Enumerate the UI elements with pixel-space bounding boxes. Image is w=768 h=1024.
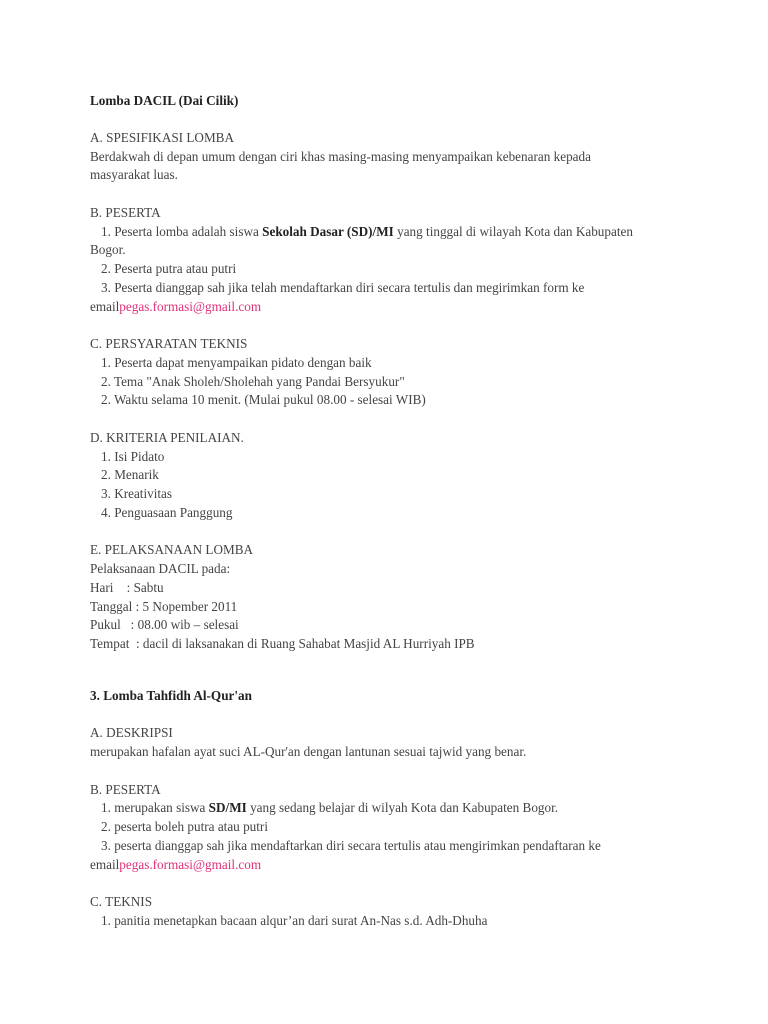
tahfidh-email-link[interactable]: pegas.formasi@gmail.com <box>119 857 262 872</box>
tahfidh-desk-heading: A. DESKRIPSI <box>90 725 173 740</box>
dacil-teknis-item-1: 1. Peserta dapat menyampaikan pidato dengan baik <box>101 355 372 370</box>
tahfidh-peserta-heading: B. PESERTA <box>90 782 161 797</box>
dacil-peserta-item-1 <box>101 223 633 241</box>
dacil-title: Lomba DACIL (Dai Cilik) <box>90 93 239 108</box>
tahfidh-email-prefix: email <box>90 857 120 872</box>
dacil-tanggal: Tanggal : 5 Nopember 2011 <box>90 599 238 614</box>
tahfidh-teknis-item-1: 1. panitia menetapkan bacaan alqur’an dari surat An-Nas s.d. Adh-Dhuha <box>101 913 488 928</box>
tahfidh-title: 3. Lomba Tahfidh Al-Qur'an <box>90 688 252 703</box>
dacil-kriteria-item-3: 3. Kreativitas <box>101 486 173 501</box>
dacil-kriteria-item-1: 1. Isi Pidato <box>101 449 165 464</box>
dacil-spec-heading: A. SPESIFIKASI LOMBA <box>90 130 234 145</box>
dacil-email-prefix: email <box>90 299 120 314</box>
dacil-peserta-1b: Sekolah Dasar (SD)/MI <box>262 224 394 239</box>
tahfidh-peserta-1b: SD/MI <box>208 800 247 815</box>
dacil-spec-line1: Berdakwah di depan umum dengan ciri khas masing-masing menyampaikan kebenaran kepada <box>90 149 591 164</box>
dacil-teknis-heading: C. PERSYARATAN TEKNIS <box>90 336 248 351</box>
dacil-hari: Hari : Sabtu <box>90 580 164 595</box>
dacil-teknis-item-3: 2. Waktu selama 10 menit. (Mulai pukul 08.00 - selesai WIB) <box>101 392 426 407</box>
dacil-pelaksanaan-heading: E. PELAKSANAAN LOMBA <box>90 542 254 557</box>
dacil-peserta-item-3: 3. Peserta dianggap sah jika telah mendaftarkan diri secara tertulis dan megirimkan form ke <box>101 280 585 295</box>
dacil-pukul: Pukul : 08.00 wib – selesai <box>90 617 239 632</box>
tahfidh-peserta-item-3: 3. peserta dianggap sah jika mendaftarkan diri secara tertulis atau mengirimkan pendaftaran ke <box>101 838 601 853</box>
dacil-peserta-item-2: 2. Peserta putra atau putri <box>101 261 237 276</box>
tahfidh-teknis-heading: C. TEKNIS <box>90 894 153 909</box>
tahfidh-peserta-item-1 <box>101 799 558 817</box>
dacil-teknis-item-2: 2. Tema "Anak Sholeh/Sholehah yang Pandai Bersyukur" <box>101 374 405 389</box>
dacil-kriteria-heading: D. KRITERIA PENILAIAN. <box>90 430 244 445</box>
dacil-peserta-1a: 1. Peserta lomba adalah siswa <box>101 224 263 239</box>
dacil-peserta-1d: Bogor. <box>90 242 126 257</box>
tahfidh-peserta-1a: 1. merupakan siswa <box>101 800 209 815</box>
tahfidh-email-line <box>90 856 261 874</box>
dacil-tempat: Tempat : dacil di laksanakan di Ruang Sahabat Masjid AL Hurriyah IPB <box>90 636 475 651</box>
dacil-email-link[interactable]: pegas.formasi@gmail.com <box>119 299 262 314</box>
dacil-email-line <box>90 298 261 316</box>
dacil-peserta-1c: yang tinggal di wilayah Kota dan Kabupaten <box>393 224 633 239</box>
dacil-kriteria-item-4: 4. Penguasaan Panggung <box>101 505 233 520</box>
dacil-spec-line2: masyarakat luas. <box>90 167 178 182</box>
tahfidh-peserta-item-2: 2. peserta boleh putra atau putri <box>101 819 268 834</box>
dacil-pelaksanaan-intro: Pelaksanaan DACIL pada: <box>90 561 231 576</box>
tahfidh-peserta-1c: yang sedang belajar di wilyah Kota dan Kabupaten Bogor. <box>246 800 559 815</box>
dacil-peserta-heading: B. PESERTA <box>90 205 161 220</box>
dacil-kriteria-item-2: 2. Menarik <box>101 467 159 482</box>
tahfidh-desk-line: merupakan hafalan ayat suci AL-Qur'an dengan lantunan sesuai tajwid yang benar. <box>90 744 527 759</box>
